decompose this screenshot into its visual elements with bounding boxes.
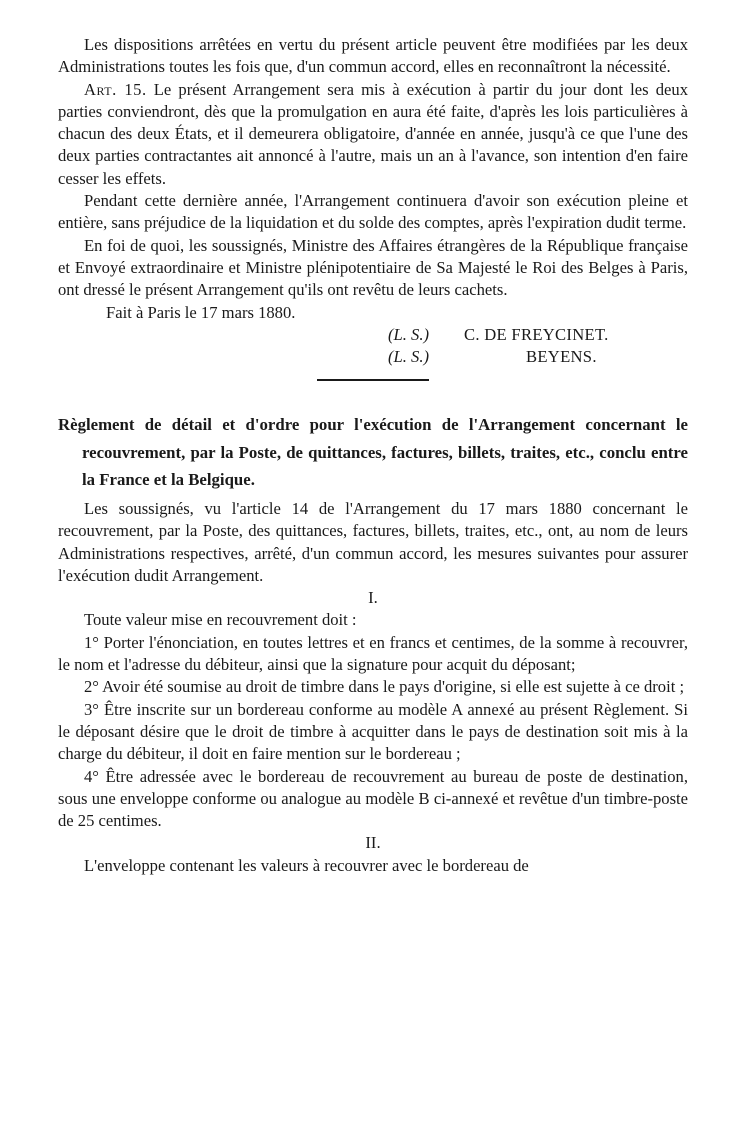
section-number-1: I. — [368, 588, 378, 608]
intro-paragraph: Les soussignés, vu l'article 14 de l'Arrangement du 17 mars 1880 concernant le recouvrement, par la Poste, des quittances, factures, billets, traites, etc., ont, au nom de leurs Administrations respectives, arrêté, d'un commun accord, les mesures suivantes pour assurer l'exécution dudit Arrangement. — [58, 498, 688, 585]
paragraph-modifications: Les dispositions arrêtées en vertu du présent article peuvent être modifiées par les deux Administrations toutes les fois que, d'un commun accord, elles en reconnaîtront la nécessité. — [58, 35, 688, 77]
section-2-lead: L'enveloppe contenant les valeurs à recouvrer avec le bordereau de — [84, 855, 529, 875]
article-15-text: Le présent Arrangement sera mis à exécution à partir du jour dont les deux parties conviendront, dès que la promulgation en aura été faite, d'après les lois particulières à chacun des deux États, et il demeurera obligatoire, d'année en année, jusqu'à ce que l'une des deux parties contractantes ait annoncé à l'autre, mais un an à l'avance, son intention d'en faire cesser les effets. — [58, 79, 689, 188]
reglement-title: Règlement de détail et d'ordre pour l'exécution de l'Arrangement concernant le recouvrement, par la Poste, de quittances, factures, billets, traites, etc., conclu entre la France et la Belgique. — [58, 415, 688, 490]
seal-mark: (L. S.) — [388, 347, 430, 367]
signatory-name: C. DE FREYCINET. — [464, 324, 609, 344]
date-line: Fait à Paris le 17 mars 1880. — [106, 302, 296, 322]
separator-rule — [317, 379, 429, 381]
paragraph-in-witness: En foi de quoi, les soussignés, Ministre des Affaires étrangères de la République française et Envoyé extraordinaire et Ministre plénipotentiaire de Sa Majesté le Roi des Belges à Paris, ont dressé le présent Arrangement qu'ils ont revêtu de leurs cachets. — [58, 235, 688, 300]
list-item: 3° Être inscrite sur un bordereau conforme au modèle A annexé au présent Règlement. Si le déposant désire que le droit de timbre à acquitter dans le pays de destination soit mis à la charge du débiteur, il doit en faire mention sur le bordereau ; — [58, 699, 688, 764]
section-1-lead: Toute valeur mise en recouvrement doit : — [84, 610, 357, 630]
signature-row — [388, 346, 708, 368]
article-15 — [58, 79, 688, 190]
signature-row — [388, 324, 708, 346]
article-15-label: Art. 15. — [84, 79, 147, 99]
list-item: 2° Avoir été soumise au droit de timbre dans le pays d'origine, si elle est sujette à ce droit ; — [84, 677, 685, 697]
signature-block — [388, 324, 708, 369]
section-number-2: II. — [365, 833, 381, 853]
seal-mark: (L. S.) — [388, 324, 430, 344]
list-item: 1° Porter l'énonciation, en toutes lettres et en francs et centimes, de la somme à recouvrer, le nom et l'adresse du débiteur, ainsi que la signature pour acquit du déposant; — [58, 632, 688, 675]
signatory-name: BEYENS. — [526, 347, 597, 367]
paragraph-last-year: Pendant cette dernière année, l'Arrangement continuera d'avoir son exécution pleine et entière, sans préjudice de la liquidation et du solde des comptes, après l'expiration dudit terme. — [58, 191, 688, 233]
list-item: 4° Être adressée avec le bordereau de recouvrement au bureau de poste de destination, sous une enveloppe conforme ou analogue au modèle B ci-annexé et revêtue d'un timbre-poste de 25 centimes. — [58, 766, 688, 831]
